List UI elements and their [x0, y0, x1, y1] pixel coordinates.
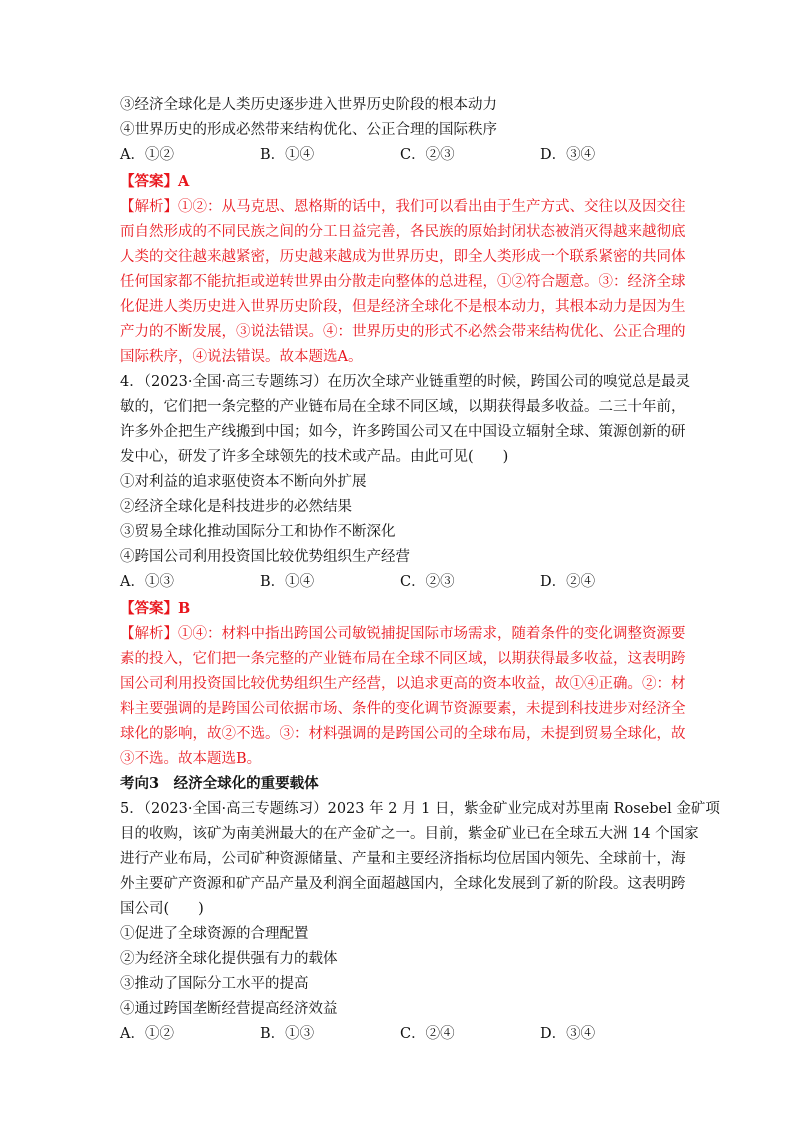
- q5-statement-3: ③推动了国际分工水平的提高: [120, 976, 309, 992]
- q4-option-a: A．①③: [120, 574, 174, 590]
- q5-stem-line: 国公司( ): [120, 901, 204, 917]
- q3-analysis-line: 化促进人类历史进入世界历史阶段，但是经济全球化不是根本动力，其根本动力是因为生: [120, 299, 686, 315]
- q3-option-d: D．③④: [540, 147, 596, 163]
- q3-statement-3: ③经济全球化是人类历史逐步进入世界历史阶段的根本动力: [120, 97, 497, 113]
- q4-analysis-line: 国公司利用投资国比较优势组织生产经营，以追求更高的资本收益，故①④正确。②：材: [120, 676, 686, 692]
- q4-stem-line: 许多外企把生产线搬到中国；如今，许多跨国公司又在中国设立辐射全球、策源创新的研: [120, 424, 686, 440]
- q4-analysis-line: ③不选。故本题选B。: [120, 751, 262, 767]
- q3-analysis-line: 人类的交往越来越紧密，历史越来越成为世界历史，即全人类形成一个联系紧密的共同体: [120, 249, 686, 265]
- q5-stem-line: 进行产业布局，公司矿种资源储量、产量和主要经济指标均位居国内领先、全球前十，海: [120, 851, 686, 867]
- q3-analysis-line: 任何国家都不能抗拒或逆转世界由分散走向整体的总进程，①②符合题意。③：经济全球: [120, 274, 686, 290]
- q3-analysis-line: 而自然形成的不同民族之间的分工日益完善，各民族的原始封闭状态被消灭得越来越彻底: [120, 224, 686, 240]
- q3-analysis-line: 国际秩序，④说法错误。故本题选A。: [120, 349, 363, 365]
- q4-stem-line: 发中心，研发了许多全球领先的技术或产品。由此可见( ): [120, 449, 509, 465]
- q3-analysis-line: 【解析】①②：从马克思、恩格斯的话中，我们可以看出由于生产方式、交往以及因交往: [120, 199, 686, 215]
- q4-stem-line: 4．（2023·全国·高三专题练习）在历次全球产业链重塑的时候，跨国公司的嗅觉总是最灵: [120, 374, 691, 390]
- q5-stem-line: 5．（2023·全国·高三专题练习）2023 年 2 月 1 日，紫金矿业完成对苏里南 Rosebel 金矿项: [120, 801, 720, 817]
- q5-option-c: C．②④: [400, 1026, 455, 1042]
- q5-option-d: D．③④: [540, 1026, 596, 1042]
- q4-statement-4: ④跨国公司利用投资国比较优势组织生产经营: [120, 549, 410, 565]
- q5-stem-line: 外主要矿产资源和矿产品产量及利润全面超越国内，全球化发展到了新的阶段。这表明跨: [120, 876, 686, 892]
- q4-analysis-line: 料主要强调的是跨国公司依据市场、条件的变化调节资源要素，未提到科技进步对经济全: [120, 701, 686, 717]
- q4-statement-2: ②经济全球化是科技进步的必然结果: [120, 499, 352, 515]
- q4-analysis-line: 素的投入，它们把一条完整的产业链布局在全球不同区域，以期获得最多收益，这表明跨: [120, 651, 686, 667]
- q3-answer: 【答案】A: [120, 173, 190, 190]
- q3-option-a: A．①②: [120, 147, 174, 163]
- q4-option-d: D．②④: [540, 574, 596, 590]
- q3-option-c: C．②③: [400, 147, 455, 163]
- q4-analysis-line: 球化的影响，故②不选。③：材料强调的是跨国公司的全球布局，未提到贸易全球化，故: [120, 726, 686, 742]
- q4-statement-1: ①对利益的追求驱使资本不断向外扩展: [120, 474, 367, 490]
- q5-stem-line: 目的收购，该矿为南美洲最大的在产金矿之一。目前，紫金矿业已在全球五大洲 14 个国家: [120, 826, 699, 842]
- q3-statement-4: ④世界历史的形成必然带来结构优化、公正合理的国际秩序: [120, 122, 497, 138]
- q3-analysis-line: 产力的不断发展，③说法错误。④：世界历史的形式不必然会带来结构优化、公正合理的: [120, 324, 686, 340]
- q4-statement-3: ③贸易全球化推动国际分工和协作不断深化: [120, 524, 396, 540]
- q4-answer: 【答案】B: [120, 600, 191, 617]
- q4-stem-line: 敏的，它们把一条完整的产业链布局在全球不同区域，以期获得最多收益。二三十年前，: [120, 399, 686, 415]
- q4-option-c: C．②③: [400, 574, 455, 590]
- q3-option-b: B．①④: [260, 147, 315, 163]
- q5-statement-1: ①促进了全球资源的合理配置: [120, 926, 309, 942]
- q4-option-b: B．①④: [260, 574, 315, 590]
- q5-option-a: A．①②: [120, 1026, 174, 1042]
- q5-statement-4: ④通过跨国垄断经营提高经济效益: [120, 1001, 338, 1017]
- q4-analysis-line: 【解析】①④：材料中指出跨国公司敏锐捕捉国际市场需求，随着条件的变化调整资源要: [120, 626, 686, 642]
- q5-option-b: B．①③: [260, 1026, 315, 1042]
- q5-statement-2: ②为经济全球化提供强有力的载体: [120, 951, 338, 967]
- section-heading: 考向3 经济全球化的重要载体: [120, 775, 319, 792]
